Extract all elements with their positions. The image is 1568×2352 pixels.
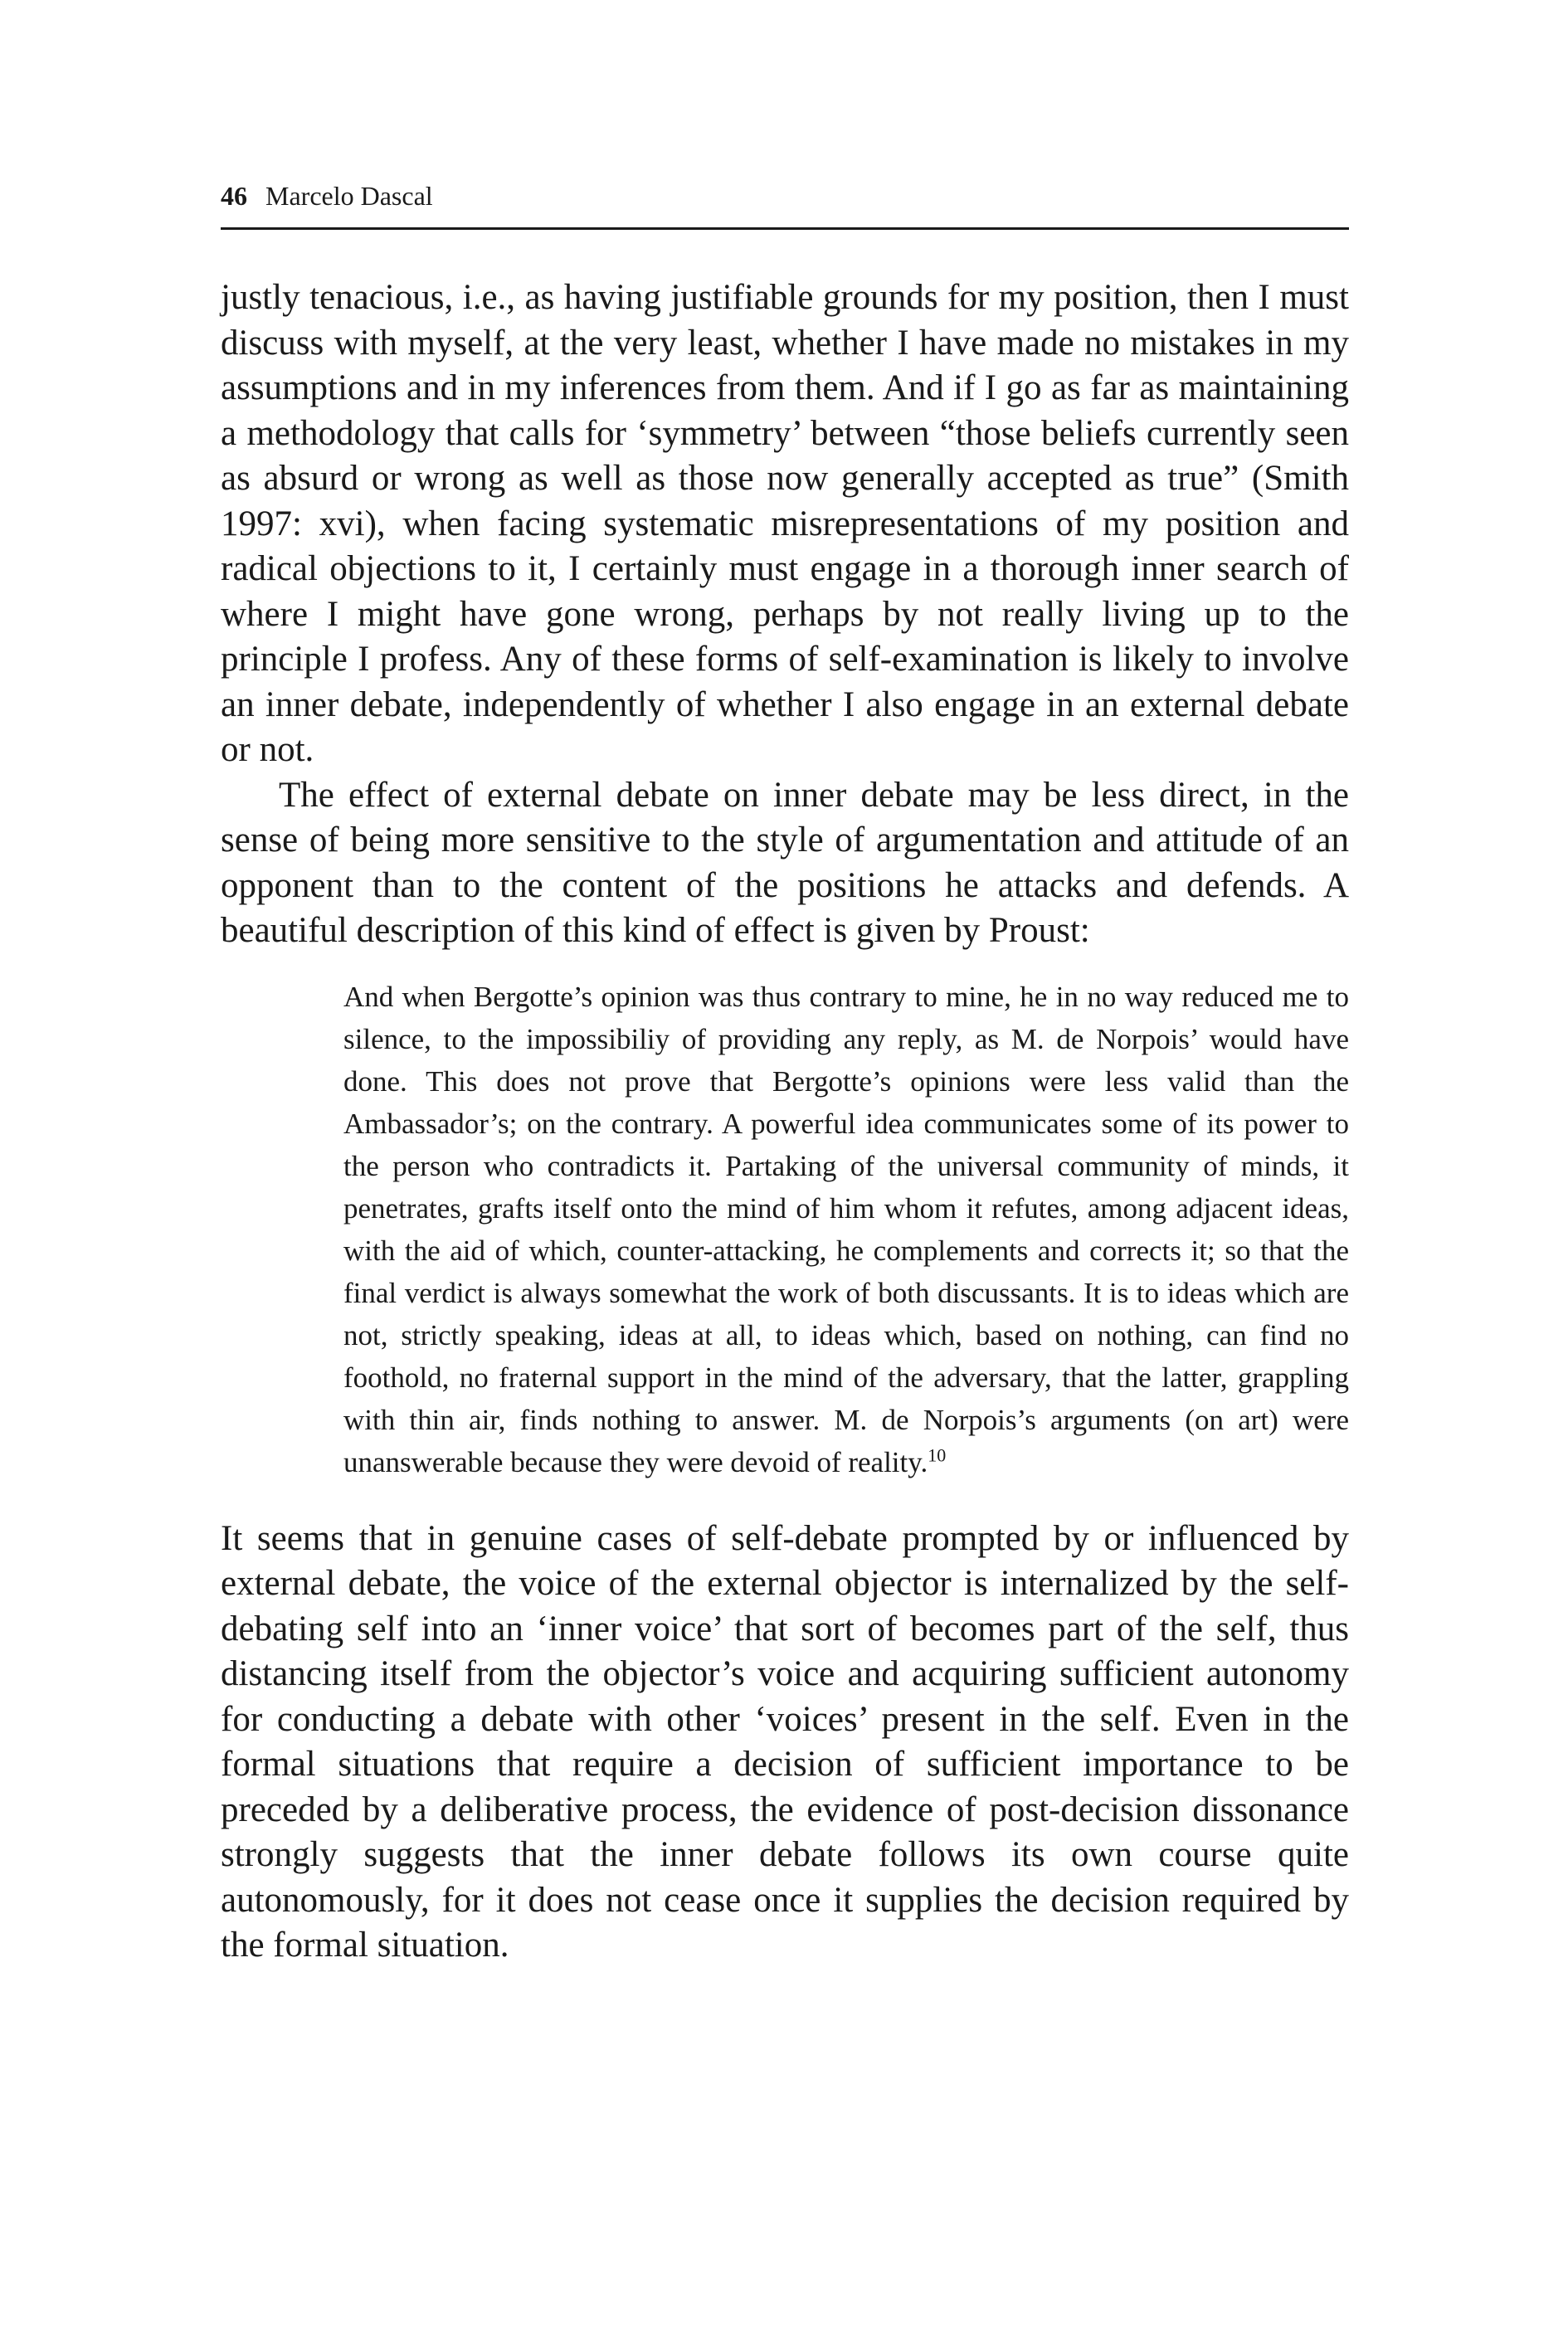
page-number: 46 [221, 181, 247, 211]
block-quote [343, 976, 1349, 1483]
footnote-reference: 10 [928, 1444, 947, 1465]
header-rule [221, 227, 1349, 230]
body-paragraph-1: justly tenacious, i.e., as having justifiable grounds for my position, then I must discuss with myself, at the very least, whether I have made no mistakes in my assumptions and in my inferences from them. And if I go as far as maintaining a methodology that calls for ‘symmetry’ between “those beliefs currently seen as absurd or wrong as well as those now generally accepted as true” (Smith 1997: xvi), when facing systematic misrepresentations of my position and radical objections to it, I certainly must engage in a thorough inner search of where I might have gone wrong, perhaps by not really living up to the principle I profess. Any of these forms of self-examination is likely to involve an inner debate, independently of whether I also engage in an external debate or not. [221, 278, 1349, 769]
main-text [221, 275, 1349, 1969]
quote-text: And when Bergotte’s opinion was thus contrary to mine, he in no way reduced me to silence, to the impossibiliy of providing any reply, as M. de Norpois’ would have done. This does not prove that Bergotte’s opinions were less valid than the Ambassador’s; on the contrary. A powerful idea communicates some of its power to the person who contradicts it. Partaking of the universal community of minds, it penetrates, grafts itself onto the mind of him whom it refutes, among adjacent ideas, with the aid of which, counter-attacking, he complements and corrects it; so that the final verdict is always somewhat the work of both discussants. It is to ideas which are not, strictly speaking, ideas at all, to ideas which, based on nothing, can find no foothold, no fraternal support in the mind of the adversary, that the latter, grappling with thin air, finds nothing to answer. M. de Norpois’s arguments (on art) were unanswerable because they were devoid of reality. [343, 980, 1349, 1478]
body-paragraph-3: It seems that in genuine cases of self-debate prompted by or influenced by external debate, the voice of the external objector is internalized by the self-debating self into an ‘inner voice’ that sort of becomes part of the self, thus distancing itself from the objector’s voice and acquiring sufficient autonomy for conducting a debate with other ‘voices’ present in the self. Even in the formal situations that require a decision of sufficient importance to be preceded by a deliberative process, the evidence of post-decision dissonance strongly suggests that the inner debate follows its own course quite autonomously, for it does not cease once it supplies the decision required by the formal situation. [221, 1518, 1349, 1965]
body-paragraph-2: The effect of external debate on inner debate may be less direct, in the sense of being more sensitive to the style of argumentation and attitude of an opponent than to the content of the positions he attacks and defends. A beautiful description of this kind of effect is given by Proust: [221, 775, 1349, 950]
running-head-author: Marcelo Dascal [265, 181, 433, 211]
running-head [221, 179, 1349, 229]
